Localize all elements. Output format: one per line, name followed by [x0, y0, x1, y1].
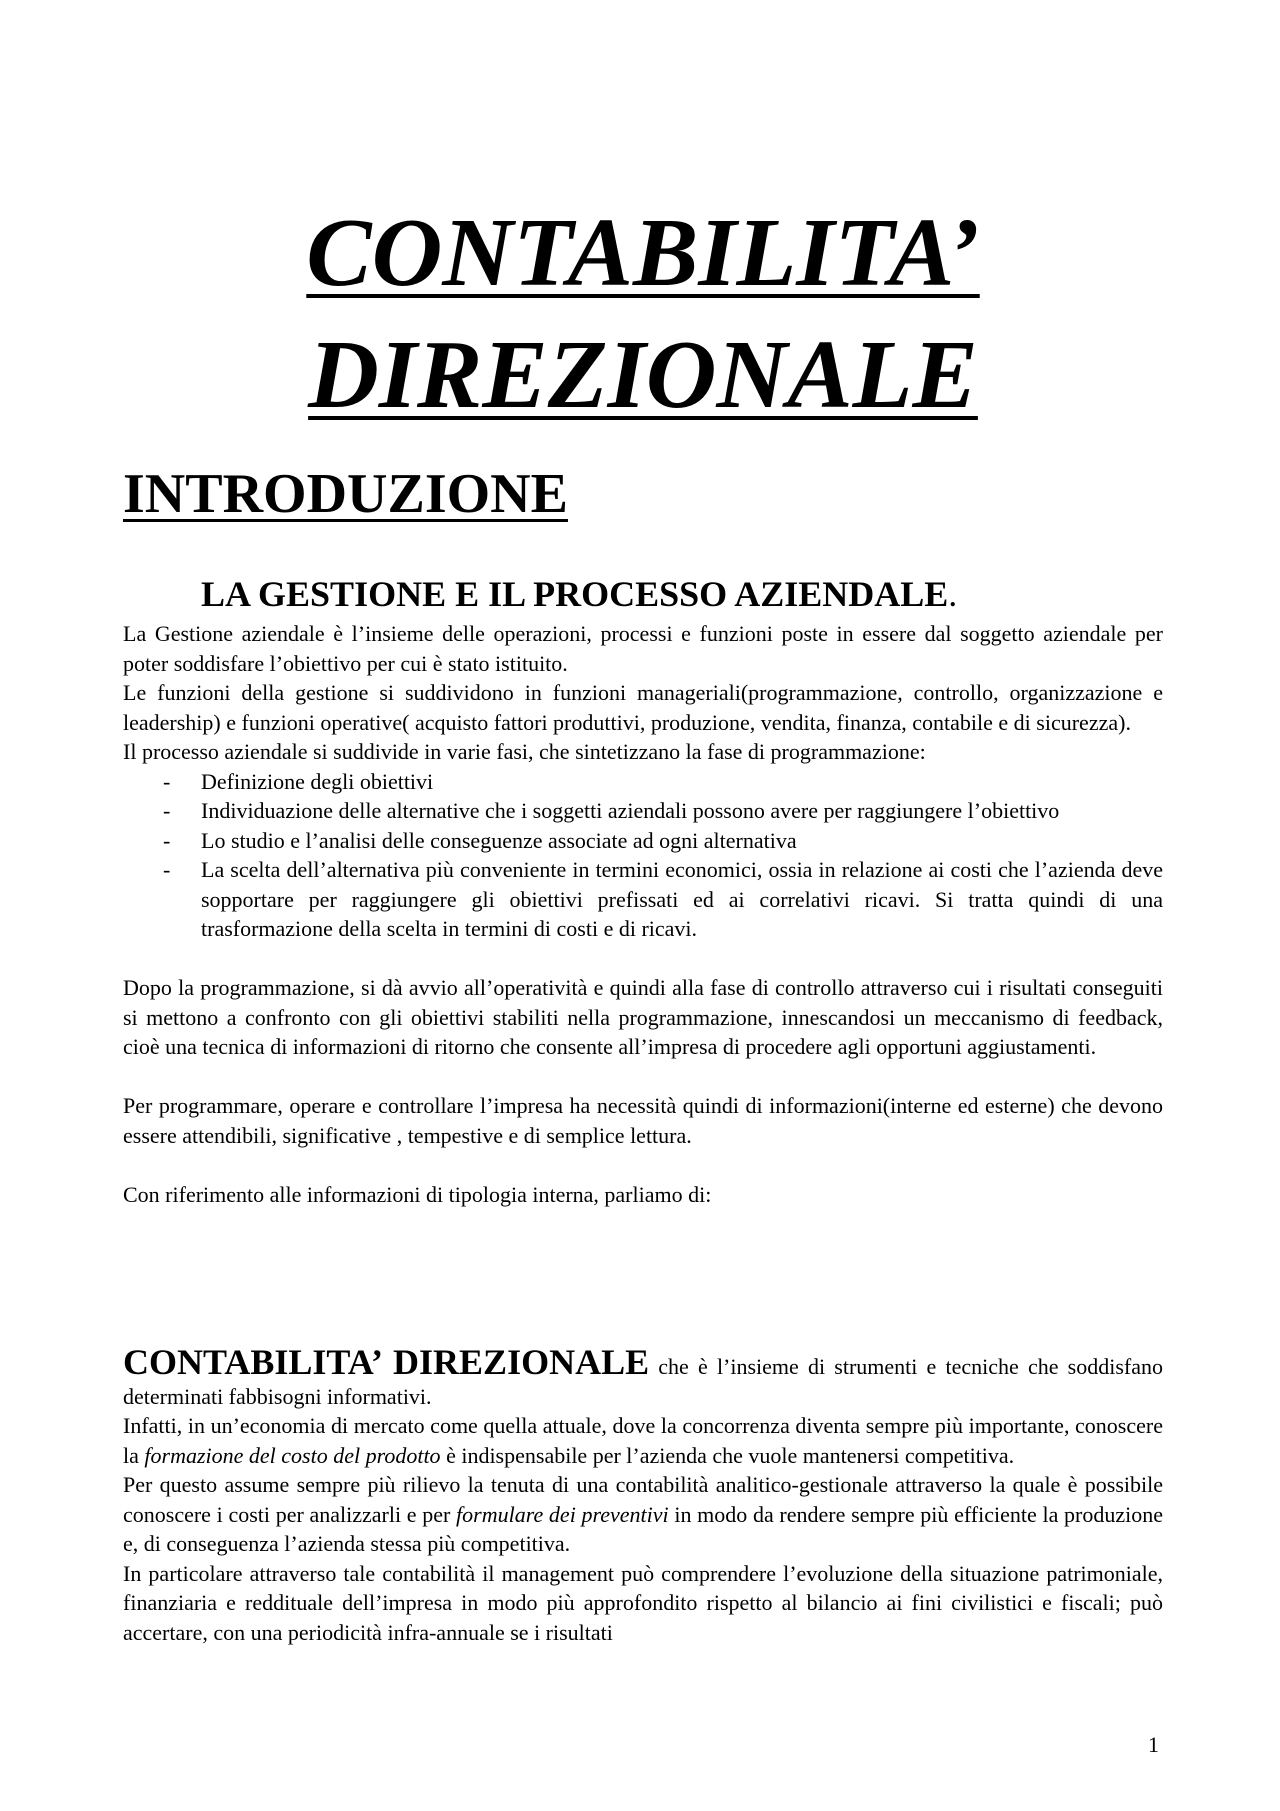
page-number: 1 [1148, 1732, 1159, 1757]
emphasis-costo-prodotto: formazione del costo del prodotto [144, 1442, 441, 1468]
paragraph-controllo: Dopo la programmazione, si dà avvio all’operatività e quindi alla fase di controllo attraverso cui i risultati conseguiti si mettono a confronto con gli obiettivi stabiliti nella programmazione, innescandosi un meccanismo di feedback, cioè una tecnica di informazioni di ritorno che consente all’impresa di procedere agli opportuni aggiustamenti. [123, 975, 1163, 1059]
section-heading-text: LA GESTIONE E IL PROCESSO AZIENDALE [201, 574, 949, 614]
section-heading-dot: . [948, 574, 958, 614]
paragraph-processo: Il processo aziendale si suddivide in varie fasi, che sintetizzano la fase di programmazione: [123, 739, 926, 764]
paragraph-funzioni: Le funzioni della gestione si suddividono in funzioni manageriali(programmazione, controllo, organizzazione e leadership) e funzioni operative( acquisto fattori produttivi, produzione, vendita, finanza, contabile e di sicurezza). [123, 680, 1163, 735]
paragraph-contabilita-definizione [123, 1342, 1164, 1411]
document-title-line-1: CONTABILITA’ [306, 199, 980, 307]
paragraph-tipologia-interna: Con riferimento alle informazioni di tipologia interna, parliamo di: [123, 1181, 712, 1207]
text-fragment: Per questo assume sempre più rilievo la tenuta di una contabilità analitico-gestionale attraverso la quale è possibile conoscere i costi per analizzarli e per [123, 1472, 1163, 1527]
intro-heading: INTRODUZIONE [123, 463, 568, 525]
body-text-block [123, 619, 1163, 1209]
contabilita-definition: che è l’insieme di strumenti e tecniche che soddisfano determinati fabbisogni informativi. [123, 1354, 1164, 1409]
list-item: - Lo studio e l’analisi delle conseguenze associate ad ogni alternativa [123, 826, 1163, 856]
text-fragment: Infatti, in un’economia di mercato come quella attuale, dove la concorrenza diventa sempre più importante, conoscere la [123, 1413, 1163, 1468]
phases-list [123, 767, 1163, 944]
paragraph-economia-mercato [123, 1411, 1163, 1470]
paragraph-contabilita-analitica [123, 1470, 1163, 1559]
paragraph-gestione: La Gestione aziendale è l’insieme delle operazioni, processi e funzioni poste in essere dal soggetto aziendale per poter soddisfare l’obiettivo per cui è stato istituito. [123, 621, 1163, 676]
list-item: - Individuazione delle alternative che i soggetti aziendali possono avere per raggiungere l’obiettivo [123, 796, 1163, 826]
contabilita-term: CONTABILITA’ DIREZIONALE [123, 1342, 650, 1382]
text-fragment: in modo da rendere sempre più efficiente la produzione e, di conseguenza l’azienda stessa più competitiva. [123, 1501, 1164, 1556]
paragraph-informazioni: Per programmare, operare e controllare l’impresa ha necessità quindi di informazioni(interne ed esterne) che devono essere attendibili, significative , tempestive e di semplice lettura. [123, 1093, 1163, 1148]
emphasis-preventivi: formulare dei preventivi [456, 1501, 669, 1527]
section-heading [201, 573, 957, 615]
paragraph-management: In particolare attraverso tale contabilità il management può comprendere l’evoluzione della situazione patrimoniale, finanziaria e reddituale dell’impresa in modo più approfondito rispetto al bilancio ai fini civilistici e fiscali; può accertare, con una periodicità infra-annuale se i risultati [123, 1560, 1163, 1645]
contabilita-section [123, 1342, 1164, 1647]
list-item: - Definizione degli obiettivi [123, 767, 1163, 797]
list-item: - La scelta dell’alternativa più conveniente in termini economici, ossia in relazione ai costi che l’azienda deve sopportare per raggiungere gli obiettivi prefissati ed ai correlativi ricavi. Si tratta quindi di una trasformazione della scelta in termini di costi e di ricavi. [123, 855, 1163, 944]
document-title [123, 192, 1163, 436]
text-fragment: è indispensabile per l’azienda che vuole mantenersi competitiva. [440, 1442, 1015, 1468]
document-title-line-2: DIREZIONALE [308, 321, 978, 429]
